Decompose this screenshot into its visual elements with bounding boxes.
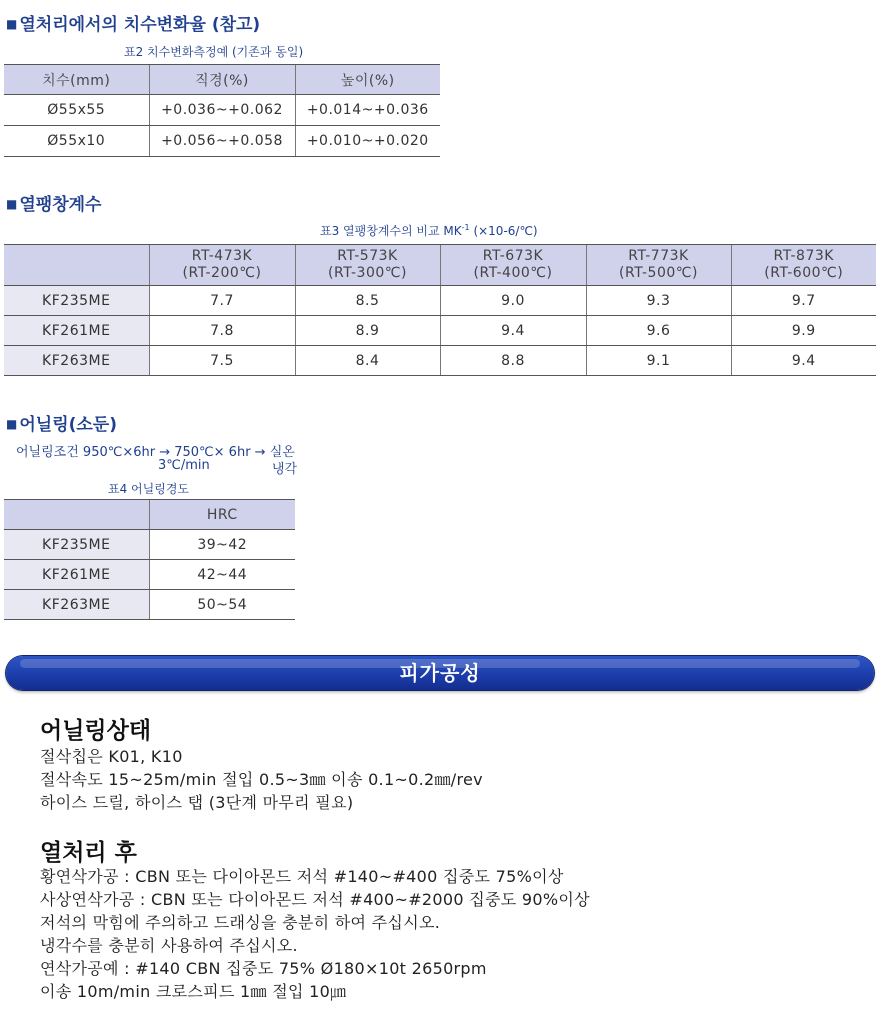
annealing-hardness-table (4, 499, 295, 620)
table3-caption (320, 222, 538, 239)
row-label-cell: KF261ME (4, 560, 149, 590)
square-bullet-icon: ■ (6, 197, 18, 211)
section-title-text: 어닐링(소둔) (19, 415, 117, 435)
table-cell: 50~54 (149, 590, 295, 620)
table-cell: Ø55x55 (4, 95, 149, 126)
table-cell: +0.056~+0.058 (149, 126, 295, 157)
header-cell (731, 245, 876, 286)
table-cell: 39~42 (149, 530, 295, 560)
header-cell (149, 245, 295, 286)
table-cell: 9.9 (731, 316, 876, 346)
table-cell: Ø55x10 (4, 126, 149, 157)
row-label-cell: KF263ME (4, 590, 149, 620)
table4-caption: 표4 어닐링경도 (108, 482, 190, 496)
header-cell-blank (4, 245, 149, 286)
section-title-text: 열팽창계수 (19, 195, 102, 215)
machinability-banner (6, 656, 874, 690)
table2-caption: 표2 치수변화측정예 (기존과 동일) (124, 45, 304, 59)
header-line: (RT-600℃) (764, 265, 844, 281)
header-line: RT-773K (628, 248, 689, 264)
annealing-cooling-rate: 3℃/min (158, 458, 210, 473)
table-row (4, 560, 295, 590)
header-line: RT-573K (337, 248, 398, 264)
table-row (4, 95, 440, 126)
row-label-cell: KF235ME (4, 530, 149, 560)
table-cell: 42~44 (149, 560, 295, 590)
caption-unit: (×10-6/℃) (469, 224, 538, 238)
table-header-row (4, 500, 295, 530)
caption-superscript: -1 (461, 223, 470, 232)
table-cell: 9.0 (440, 286, 586, 316)
after-heat-treatment-heading: 열처리 후 (40, 840, 137, 866)
header-cell (586, 245, 731, 286)
row-label-cell: KF263ME (4, 346, 149, 376)
caption-text: 표3 열팽창계수의 비교 MK (320, 224, 462, 238)
table-row (4, 126, 440, 157)
header-line: RT-673K (482, 248, 544, 264)
header-cell (295, 245, 440, 286)
table-cell: 7.5 (149, 346, 295, 376)
annealed-line: 절삭속도 15~25m/min 절입 0.5~3㎜ 이송 0.1~0.2㎜/rev (40, 770, 483, 789)
header-line: RT-873K (773, 248, 834, 264)
table-header-row (4, 65, 440, 95)
table-row (4, 530, 295, 560)
square-bullet-icon: ■ (6, 417, 18, 431)
annealing-cooling-label: 냉각 (272, 462, 298, 477)
table-cell: 9.4 (731, 346, 876, 376)
after-heat-line: 이송 10m/min 크로스피드 1㎜ 절입 10㎛ (40, 982, 347, 1001)
header-cell: 높이(%) (295, 65, 440, 95)
annealed-line: 절삭칩은 K01, K10 (40, 747, 183, 766)
row-label-cell: KF261ME (4, 316, 149, 346)
header-line: (RT-400℃) (473, 265, 553, 281)
table-row (4, 346, 876, 376)
annealed-state-heading: 어닐링상태 (40, 718, 152, 744)
banner-title: 피가공성 (399, 661, 481, 685)
section-annealing-title (6, 410, 117, 435)
table-cell: 7.7 (149, 286, 295, 316)
table-cell: 7.8 (149, 316, 295, 346)
header-cell (440, 245, 586, 286)
section-thermal-expansion-title (6, 190, 101, 215)
annealing-condition-line: 어닐링조건 950℃×6hr → 750℃× 6hr → 실온 (16, 445, 295, 460)
thermal-expansion-table (4, 244, 876, 376)
section-title-text: 열처리에서의 치수변화율 (참고) (19, 15, 261, 35)
after-heat-line: 냉각수를 충분히 사용하여 주십시오. (40, 936, 298, 955)
dimension-change-table (4, 64, 440, 157)
table-cell: 9.7 (731, 286, 876, 316)
table-cell: +0.014~+0.036 (295, 95, 440, 126)
table-cell: 8.9 (295, 316, 440, 346)
header-line: (RT-300℃) (328, 265, 407, 281)
header-line: (RT-200℃) (182, 265, 262, 281)
header-line: (RT-500℃) (619, 265, 698, 281)
section-dimension-change-title (6, 10, 260, 35)
header-cell: HRC (149, 500, 295, 530)
after-heat-line: 사상연삭가공 : CBN 또는 다이아몬드 저석 #400~#2000 집중도 90%이상 (40, 890, 590, 909)
after-heat-line: 연삭가공예 : #140 CBN 집중도 75% Ø180×10t 2650rpm (40, 959, 487, 978)
header-cell-blank (4, 500, 149, 530)
table-cell: 8.8 (440, 346, 586, 376)
table-cell: 9.6 (586, 316, 731, 346)
square-bullet-icon: ■ (6, 17, 18, 31)
after-heat-line: 황연삭가공 : CBN 또는 다이아몬드 저석 #140~#400 집중도 75%이상 (40, 867, 564, 886)
header-cell: 치수(mm) (4, 65, 149, 95)
table-cell: +0.010~+0.020 (295, 126, 440, 157)
header-cell: 직경(%) (149, 65, 295, 95)
header-line: RT-473K (191, 248, 253, 264)
row-label-cell: KF235ME (4, 286, 149, 316)
table-row (4, 286, 876, 316)
table-cell: +0.036~+0.062 (149, 95, 295, 126)
annealed-line: 하이스 드릴, 하이스 탭 (3단계 마무리 필요) (40, 793, 354, 812)
after-heat-line: 저석의 막힘에 주의하고 드래싱을 충분히 하여 주십시오. (40, 913, 441, 932)
table-cell: 8.4 (295, 346, 440, 376)
table-cell: 9.3 (586, 286, 731, 316)
table-row (4, 316, 876, 346)
table-row (4, 590, 295, 620)
table-cell: 9.4 (440, 316, 586, 346)
table-header-row (4, 245, 876, 286)
table-cell: 8.5 (295, 286, 440, 316)
table-cell: 9.1 (586, 346, 731, 376)
